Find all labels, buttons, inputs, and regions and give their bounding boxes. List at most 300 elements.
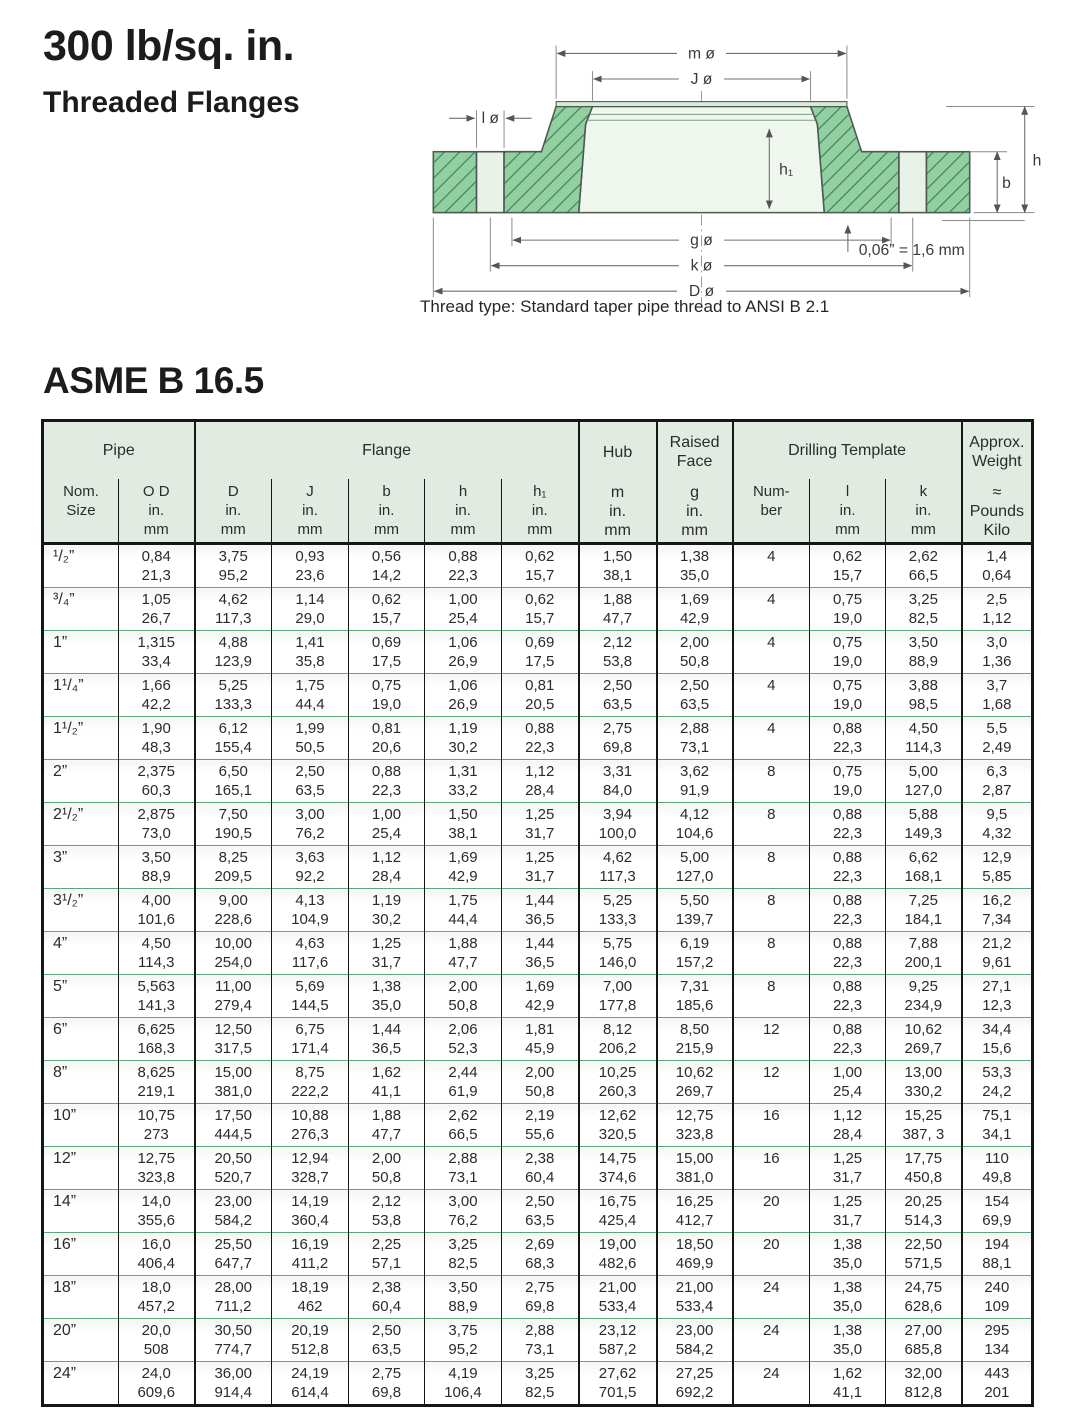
col-header-h: h in. mm [425,479,502,544]
value-cell: 6,3 2,87 [962,760,1033,803]
value-cell: 0,88 22,3 [810,717,886,760]
value-cell: 8,625 219,1 [119,1061,195,1104]
col-header-k: k in. mm [886,479,962,544]
value-cell: 5,25 133,3 [195,674,272,717]
value-cell: 14,19 360,4 [272,1190,349,1233]
value-cell: 3,50 88,9 [886,631,962,674]
value-cell: 16 [733,1147,810,1190]
dim-label-D: D ø [688,283,715,301]
value-cell: 24 [733,1319,810,1362]
product-subtitle: Threaded Flanges [43,86,300,119]
value-cell: 0,75 19,0 [810,760,886,803]
table-row [43,1319,1033,1362]
value-cell: 21,2 9,61 [962,932,1033,975]
value-cell: 1,25 31,7 [502,803,579,846]
value-cell: 18,19 462 [272,1276,349,1319]
value-cell: 0,62 15,7 [502,588,579,631]
value-cell: 8,25 209,5 [195,846,272,889]
value-cell: 7,50 190,5 [195,803,272,846]
value-cell: 2,00 50,8 [349,1147,425,1190]
value-cell: 1,19 30,2 [425,717,502,760]
value-cell: 20 [733,1190,810,1233]
dim-label-J: J ø [690,70,713,88]
value-cell: 1,90 48,3 [119,717,195,760]
value-cell: 5,50 139,7 [657,889,733,932]
bore-face [579,107,825,213]
value-cell: 4,12 104,6 [657,803,733,846]
value-cell: 1,315 33,4 [119,631,195,674]
value-cell: 34,4 15,6 [962,1018,1033,1061]
dim-label-l: l ø [481,110,500,128]
value-cell: 1,00 25,4 [425,588,502,631]
value-cell: 0,75 19,0 [810,674,886,717]
value-cell: 12 [733,1018,810,1061]
value-cell: 20 [733,1233,810,1276]
value-cell: 3,25 82,5 [886,588,962,631]
value-cell: 2,75 69,8 [349,1362,425,1406]
value-cell: 24,19 614,4 [272,1362,349,1406]
value-cell: 10,88 276,3 [272,1104,349,1147]
group-header-hub: Hub m in. mm [579,421,657,544]
value-cell: 6,625 168,3 [119,1018,195,1061]
value-cell: 5,563 141,3 [119,975,195,1018]
table-row [43,1190,1033,1233]
value-cell: 4 [733,717,810,760]
table-row [43,889,1033,932]
table-row [43,760,1033,803]
col-header-od: O D in. mm [119,479,195,544]
value-cell: 2,12 53,8 [349,1190,425,1233]
dim-label-h1: h₁ [779,161,794,179]
value-cell: 2,875 73,0 [119,803,195,846]
nominal-size-cell: 14” [43,1190,119,1233]
nominal-size-cell: 2¹/₂” [43,803,119,846]
value-cell: 4 [733,674,810,717]
value-cell: 0,88 22,3 [349,760,425,803]
value-cell: 1,31 33,2 [425,760,502,803]
ring-section-left [433,152,476,213]
value-cell: 1,66 42,2 [119,674,195,717]
value-cell: 0,88 22,3 [502,717,579,760]
value-cell: 5,00 127,0 [886,760,962,803]
value-cell: 1,38 35,0 [810,1233,886,1276]
value-cell: 2,19 55,6 [502,1104,579,1147]
standard-title: ASME B 16.5 [43,360,264,401]
value-cell: 1,25 31,7 [349,932,425,975]
col-header-number: Num- ber [733,479,810,544]
value-cell: 2,88 73,1 [657,717,733,760]
value-cell: 1,62 41,1 [810,1362,886,1406]
value-cell: 0,88 22,3 [810,889,886,932]
table-row [43,631,1033,674]
dim-label-b: b [1002,175,1011,193]
dim-label-m: m ø [687,45,716,63]
value-cell: 21,00 533,4 [657,1276,733,1319]
col-header-l: l in. mm [810,479,886,544]
value-cell: 2,375 60,3 [119,760,195,803]
col-header-b: b in. mm [349,479,425,544]
value-cell: 2,00 50,8 [425,975,502,1018]
value-cell: 18,50 469,9 [657,1233,733,1276]
value-cell: 9,5 4,32 [962,803,1033,846]
value-cell: 4,19 106,4 [425,1362,502,1406]
value-cell: 8 [733,932,810,975]
value-cell: 3,7 1,68 [962,674,1033,717]
nominal-size-cell: 24” [43,1362,119,1406]
value-cell: 0,75 19,0 [810,588,886,631]
value-cell: 27,1 12,3 [962,975,1033,1018]
thread-type-caption: Thread type: Standard taper pipe thread to ANSI B 2.1 [420,297,830,316]
nominal-size-cell: 20” [43,1319,119,1362]
table-row [43,588,1033,631]
value-cell: 1,12 28,4 [502,760,579,803]
nominal-size-cell: 1¹/₄” [43,674,119,717]
value-cell: 4,62 117,3 [579,846,657,889]
dim-label-h: h [1032,152,1042,170]
value-cell: 0,75 19,0 [349,674,425,717]
value-cell: 4,63 117,6 [272,932,349,975]
value-cell: 30,50 774,7 [195,1319,272,1362]
value-cell: 295 134 [962,1319,1033,1362]
value-cell: 24 [733,1362,810,1406]
value-cell: 1,62 41,1 [349,1061,425,1104]
value-cell: 1,50 38,1 [425,803,502,846]
value-cell: 2,62 66,5 [425,1104,502,1147]
value-cell: 1,38 35,0 [349,975,425,1018]
flange-cross-section-drawing [396,16,1064,311]
value-cell: 15,25 387, 3 [886,1104,962,1147]
bolt-hole-right [899,152,927,213]
value-cell: 5,75 146,0 [579,932,657,975]
col-header-D: D in. mm [195,479,272,544]
value-cell: 0,69 17,5 [502,631,579,674]
value-cell: 4 [733,588,810,631]
group-header-approx-weight: Approx. Weight ≈ Pounds Kilo [962,421,1033,544]
flange-dimension-table [41,419,1034,1407]
nominal-size-cell: 4” [43,932,119,975]
value-cell: 4,88 123,9 [195,631,272,674]
table-row [43,1061,1033,1104]
nominal-size-cell: 5” [43,975,119,1018]
raised-face-lip [556,102,847,107]
value-cell: 1,00 25,4 [349,803,425,846]
value-cell: 1,06 26,9 [425,631,502,674]
value-cell: 8 [733,760,810,803]
value-cell: 1,12 28,4 [810,1104,886,1147]
ring-section-right [926,152,969,213]
value-cell: 6,62 168,1 [886,846,962,889]
value-cell: 14,0 355,6 [119,1190,195,1233]
value-cell: 7,88 200,1 [886,932,962,975]
value-cell: 2,50 63,5 [657,674,733,717]
col-header-h1: h₁ in. mm [502,479,579,544]
value-cell: 1,44 36,5 [502,889,579,932]
value-cell: 110 49,8 [962,1147,1033,1190]
nominal-size-cell: 1” [43,631,119,674]
table-row [43,932,1033,975]
value-cell: 1,75 44,4 [272,674,349,717]
value-cell: 443 201 [962,1362,1033,1406]
value-cell: 12,75 323,8 [657,1104,733,1147]
value-cell: 1,69 42,9 [657,588,733,631]
value-cell: 17,50 444,5 [195,1104,272,1147]
value-cell: 10,62 269,7 [886,1018,962,1061]
value-cell: 3,75 95,2 [195,544,272,588]
group-header-drilling-template: Drilling Template [733,421,962,479]
value-cell: 2,5 1,12 [962,588,1033,631]
value-cell: 3,94 100,0 [579,803,657,846]
group-header-flange: Flange [195,421,579,479]
value-cell: 2,88 73,1 [425,1147,502,1190]
value-cell: 8 [733,975,810,1018]
value-cell: 16,75 425,4 [579,1190,657,1233]
value-cell: 20,50 520,7 [195,1147,272,1190]
value-cell: 1,88 47,7 [349,1104,425,1147]
value-cell: 5,69 144,5 [272,975,349,1018]
value-cell: 2,50 63,5 [349,1319,425,1362]
value-cell: 25,50 647,7 [195,1233,272,1276]
value-cell: 17,75 450,8 [886,1147,962,1190]
value-cell: 10,75 273 [119,1104,195,1147]
value-cell: 2,38 60,4 [502,1147,579,1190]
value-cell: 3,88 98,5 [886,674,962,717]
value-cell: 11,00 279,4 [195,975,272,1018]
value-cell: 16,2 7,34 [962,889,1033,932]
value-cell: 1,88 47,7 [425,932,502,975]
value-cell: 1,38 35,0 [657,544,733,588]
value-cell: 2,00 50,8 [502,1061,579,1104]
value-cell: 194 88,1 [962,1233,1033,1276]
value-cell: 3,62 91,9 [657,760,733,803]
value-cell: 2,00 50,8 [657,631,733,674]
value-cell: 4,00 101,6 [119,889,195,932]
value-cell: 16 [733,1104,810,1147]
value-cell: 0,88 22,3 [810,932,886,975]
nominal-size-cell: 1¹/₂” [43,717,119,760]
value-cell: 20,0 508 [119,1319,195,1362]
table-row [43,1104,1033,1147]
value-cell: 12,62 320,5 [579,1104,657,1147]
value-cell: 7,31 185,6 [657,975,733,1018]
value-cell: 23,12 587,2 [579,1319,657,1362]
value-cell: 1,69 42,9 [502,975,579,1018]
value-cell: 12,94 328,7 [272,1147,349,1190]
value-cell: 2,50 63,5 [272,760,349,803]
value-cell: 8,12 206,2 [579,1018,657,1061]
value-cell: 6,75 171,4 [272,1018,349,1061]
table-row [43,846,1033,889]
value-cell: 1,99 50,5 [272,717,349,760]
group-header-raised-face: Raised Face g in. mm [657,421,733,544]
value-cell: 18,0 457,2 [119,1276,195,1319]
value-cell: 1,4 0,64 [962,544,1033,588]
value-cell: 23,00 584,2 [657,1319,733,1362]
value-cell: 8 [733,846,810,889]
value-cell: 7,25 184,1 [886,889,962,932]
hub-section-left [504,107,592,213]
value-cell: 8,75 222,2 [272,1061,349,1104]
value-cell: 19,00 482,6 [579,1233,657,1276]
value-cell: 6,19 157,2 [657,932,733,975]
value-cell: 5,25 133,3 [579,889,657,932]
value-cell: 3,63 92,2 [272,846,349,889]
value-cell: 1,25 31,7 [810,1147,886,1190]
value-cell: 0,88 22,3 [425,544,502,588]
value-cell: 12,9 5,85 [962,846,1033,889]
hub-section-right [811,107,899,213]
value-cell: 12 [733,1061,810,1104]
nominal-size-cell: 3” [43,846,119,889]
value-cell: 9,00 228,6 [195,889,272,932]
table-header [43,421,1033,544]
nominal-size-cell: ³/₄” [43,588,119,631]
value-cell: 3,31 84,0 [579,760,657,803]
value-cell: 3,75 95,2 [425,1319,502,1362]
value-cell: 1,44 36,5 [502,932,579,975]
value-cell: 1,44 36,5 [349,1018,425,1061]
value-cell: 15,00 381,0 [657,1147,733,1190]
value-cell: 2,88 73,1 [502,1319,579,1362]
value-cell: 1,14 29,0 [272,588,349,631]
value-cell: 28,00 711,2 [195,1276,272,1319]
value-cell: 2,06 52,3 [425,1018,502,1061]
table-row [43,803,1033,846]
value-cell: 1,50 38,1 [579,544,657,588]
value-cell: 0,84 21,3 [119,544,195,588]
value-cell: 12,50 317,5 [195,1018,272,1061]
value-cell: 1,88 47,7 [579,588,657,631]
value-cell: 1,05 26,7 [119,588,195,631]
value-cell: 8 [733,803,810,846]
value-cell: 22,50 571,5 [886,1233,962,1276]
nominal-size-cell: 16” [43,1233,119,1276]
value-cell: 0,88 22,3 [810,975,886,1018]
value-cell: 154 69,9 [962,1190,1033,1233]
value-cell: 2,12 53,8 [579,631,657,674]
value-cell: 0,69 17,5 [349,631,425,674]
value-cell: 1,75 44,4 [425,889,502,932]
value-cell: 10,00 254,0 [195,932,272,975]
col-header-J: J in. mm [272,479,349,544]
value-cell: 24 [733,1276,810,1319]
value-cell: 24,75 628,6 [886,1276,962,1319]
value-cell: 1,06 26,9 [425,674,502,717]
value-cell: 20,19 512,8 [272,1319,349,1362]
value-cell: 3,25 82,5 [425,1233,502,1276]
nominal-size-cell: 6” [43,1018,119,1061]
dimension-table-wrap [41,419,1031,1407]
pressure-rating-title: 300 lb/sq. in. [43,22,295,70]
value-cell: 8 [733,889,810,932]
value-cell: 2,38 60,4 [349,1276,425,1319]
value-cell: 1,38 35,0 [810,1276,886,1319]
value-cell: 10,62 269,7 [657,1061,733,1104]
value-cell: 4,50 114,3 [886,717,962,760]
value-cell: 16,19 411,2 [272,1233,349,1276]
value-cell: 1,81 45,9 [502,1018,579,1061]
dim-label-k: k ø [690,257,713,275]
table-row [43,1018,1033,1061]
value-cell: 21,00 533,4 [579,1276,657,1319]
table-row [43,1276,1033,1319]
value-cell: 53,3 24,2 [962,1061,1033,1104]
nominal-size-cell: 8” [43,1061,119,1104]
value-cell: 3,25 82,5 [502,1362,579,1406]
value-cell: 6,12 155,4 [195,717,272,760]
value-cell: 0,81 20,5 [502,674,579,717]
value-cell: 0,88 22,3 [810,1018,886,1061]
value-cell: 13,00 330,2 [886,1061,962,1104]
value-cell: 15,00 381,0 [195,1061,272,1104]
value-cell: 24,0 609,6 [119,1362,195,1406]
value-cell: 2,75 69,8 [579,717,657,760]
value-cell: 2,69 68,3 [502,1233,579,1276]
table-row [43,1233,1033,1276]
col-header-nom-size: Nom. Size [43,479,119,544]
value-cell: 1,25 31,7 [810,1190,886,1233]
value-cell: 3,50 88,9 [425,1276,502,1319]
value-cell: 9,25 234,9 [886,975,962,1018]
value-cell: 0,93 23,6 [272,544,349,588]
value-cell: 0,75 19,0 [810,631,886,674]
value-cell: 0,62 15,7 [349,588,425,631]
value-cell: 4,50 114,3 [119,932,195,975]
value-cell: 1,41 35,8 [272,631,349,674]
value-cell: 240 109 [962,1276,1033,1319]
value-cell: 2,50 63,5 [579,674,657,717]
value-cell: 32,00 812,8 [886,1362,962,1406]
nominal-size-cell: 2” [43,760,119,803]
value-cell: 4,13 104,9 [272,889,349,932]
value-cell: 16,0 406,4 [119,1233,195,1276]
value-cell: 4 [733,631,810,674]
value-cell: 3,50 88,9 [119,846,195,889]
value-cell: 4 [733,544,810,588]
value-cell: 20,25 514,3 [886,1190,962,1233]
value-cell: 5,00 127,0 [657,846,733,889]
value-cell: 23,00 584,2 [195,1190,272,1233]
value-cell: 8,50 215,9 [657,1018,733,1061]
value-cell: 14,75 374,6 [579,1147,657,1190]
nominal-size-cell: 18” [43,1276,119,1319]
value-cell: 2,62 66,5 [886,544,962,588]
nominal-size-cell: ¹/₂” [43,544,119,588]
value-cell: 5,5 2,49 [962,717,1033,760]
value-cell: 1,69 42,9 [425,846,502,889]
value-cell: 0,62 15,7 [810,544,886,588]
nominal-size-cell: 12” [43,1147,119,1190]
raised-face-note: 0,06” = 1,6 mm [858,241,965,259]
flange-section-diagram [396,16,1064,300]
value-cell: 0,88 22,3 [810,846,886,889]
table-row [43,1147,1033,1190]
value-cell: 6,50 165,1 [195,760,272,803]
bolt-hole-left [477,152,505,213]
value-cell: 1,19 30,2 [349,889,425,932]
table-row [43,975,1033,1018]
value-cell: 1,25 31,7 [502,846,579,889]
value-cell: 1,12 28,4 [349,846,425,889]
value-cell: 10,25 260,3 [579,1061,657,1104]
nominal-size-cell: 3¹/₂” [43,889,119,932]
value-cell: 75,1 34,1 [962,1104,1033,1147]
value-cell: 2,44 61,9 [425,1061,502,1104]
value-cell: 27,25 692,2 [657,1362,733,1406]
value-cell: 3,0 1,36 [962,631,1033,674]
value-cell: 1,38 35,0 [810,1319,886,1362]
table-row [43,1362,1033,1406]
value-cell: 0,88 22,3 [810,803,886,846]
